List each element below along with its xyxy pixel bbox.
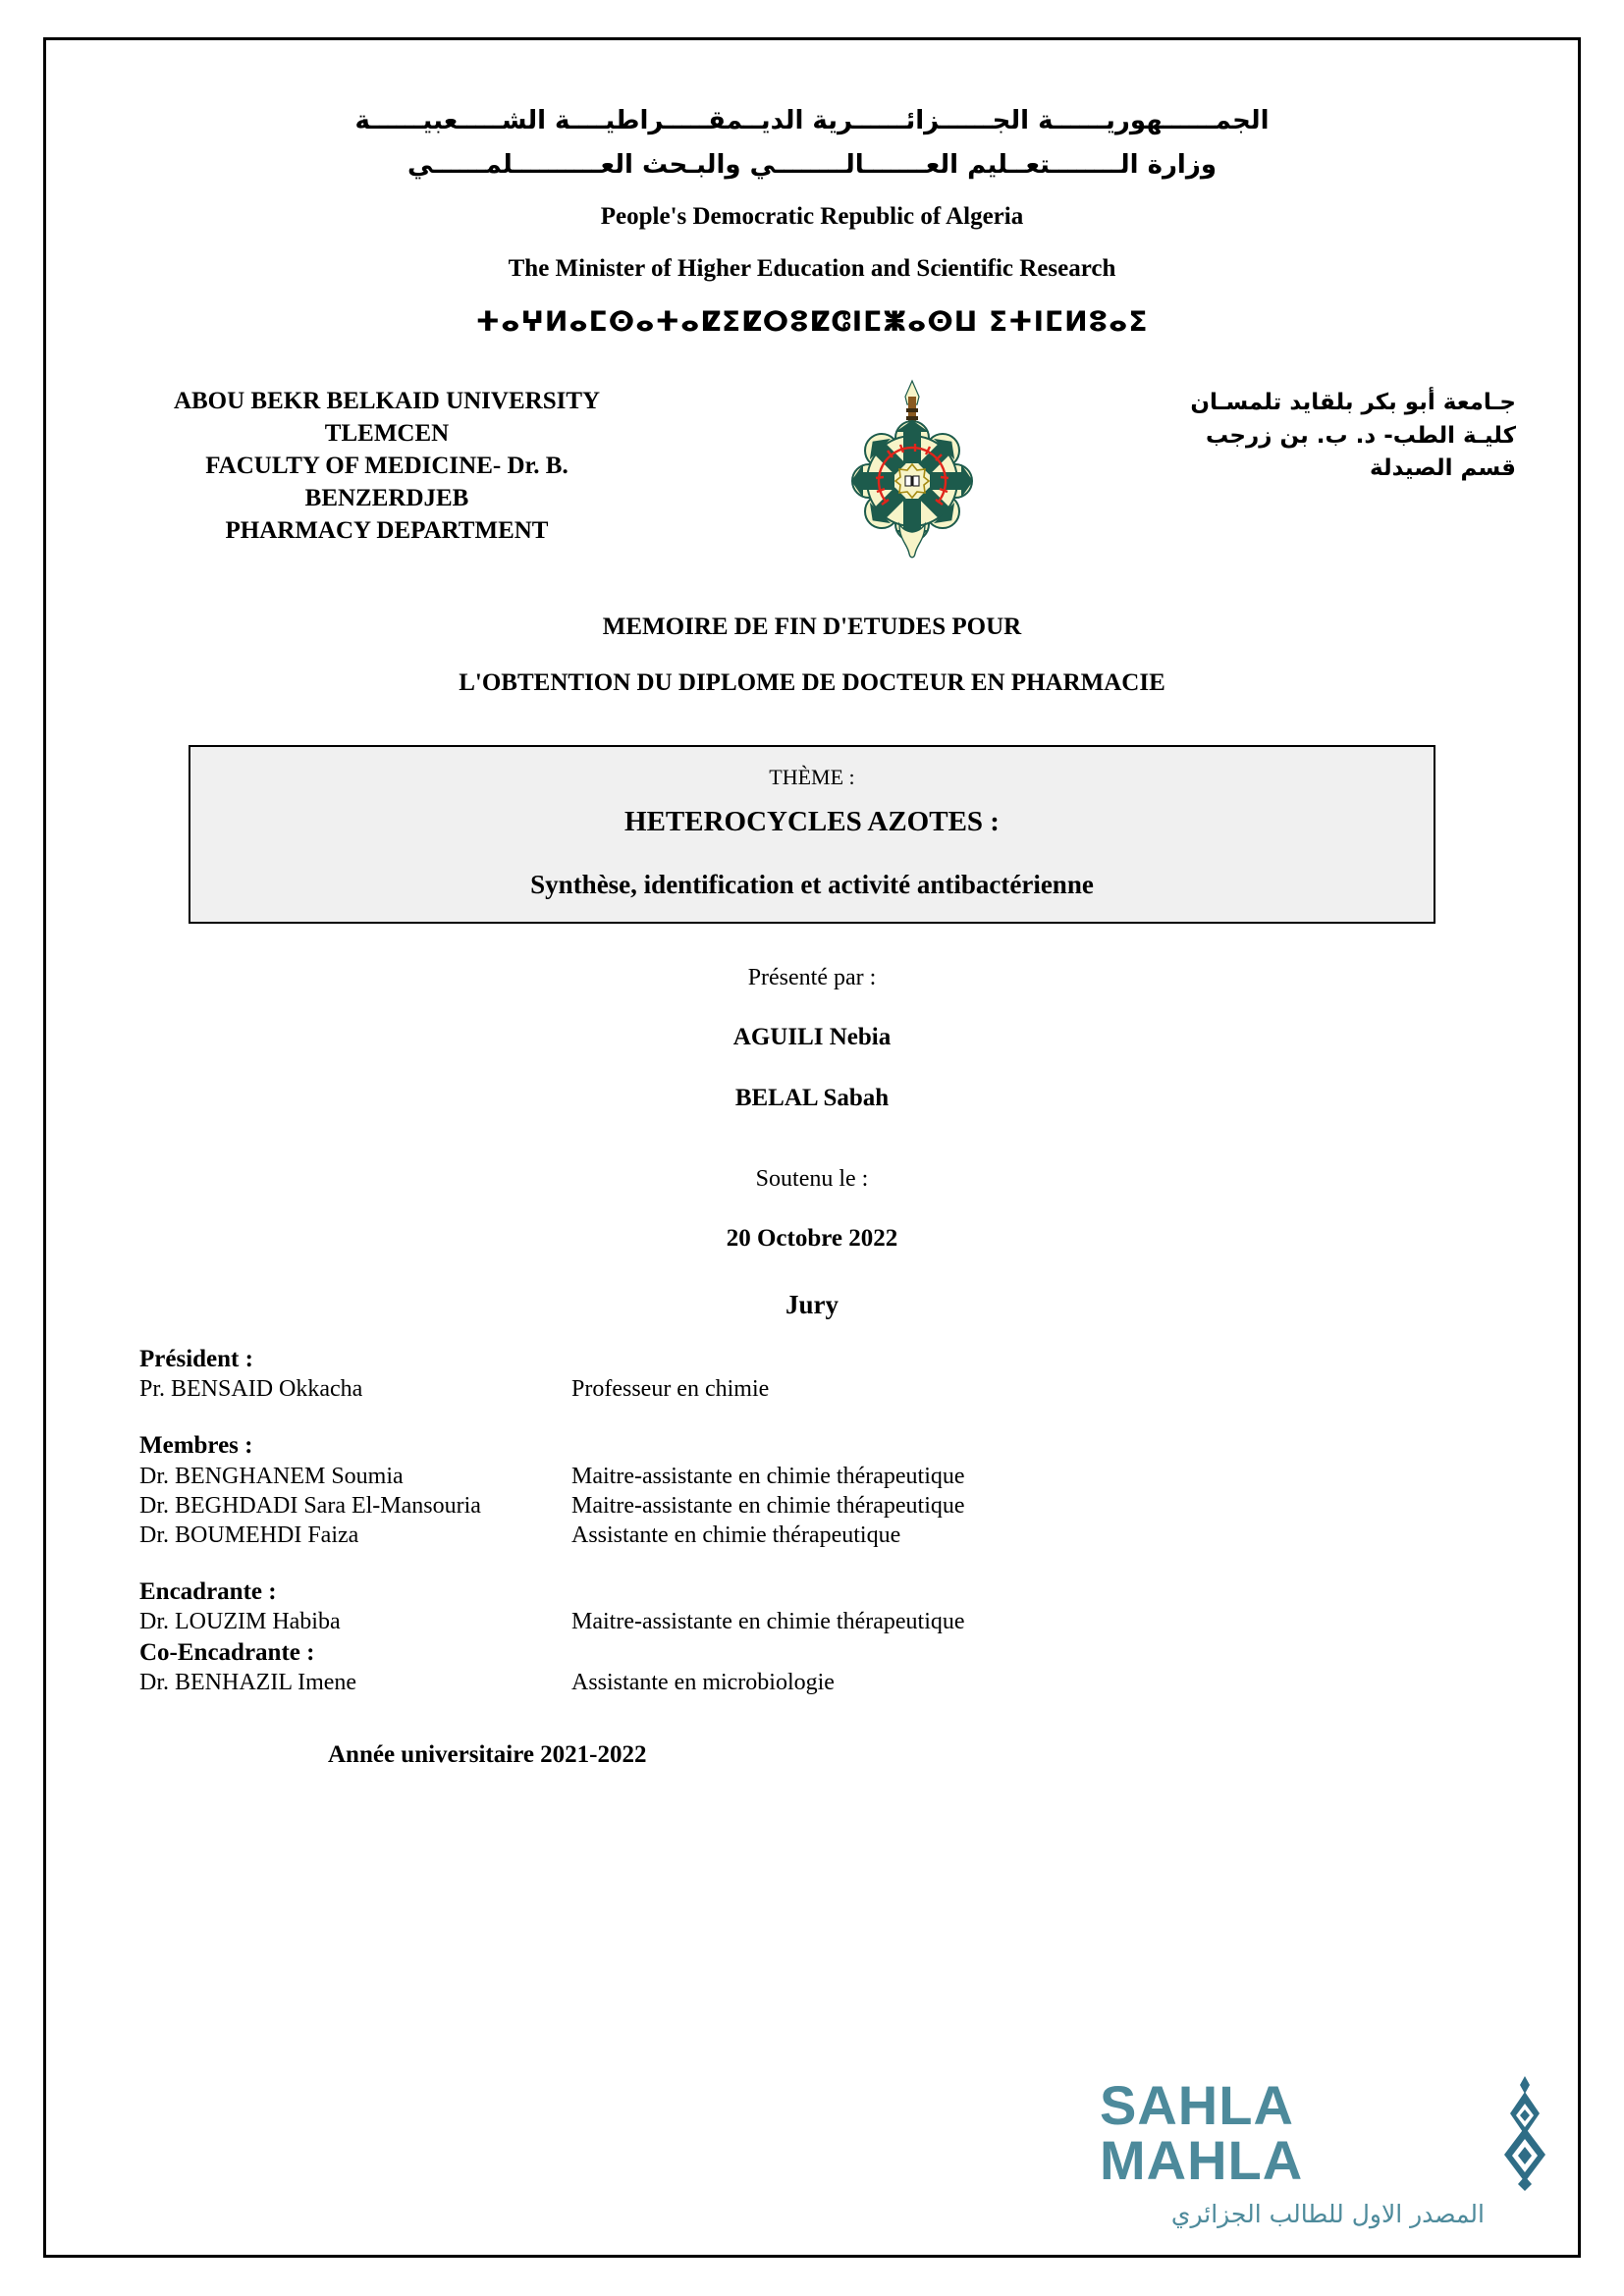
jury-member-role: Assistante en microbiologie: [571, 1669, 835, 1695]
institution-line-2: TLEMCEN: [324, 420, 450, 448]
header-arabic-line-1: الجمــــــهوريــــــة الجــــــزائــــــرية الديــمقـــــراطيــــة الشـــــعبيــــــة: [354, 106, 1270, 135]
jury-group-spacer: [139, 1404, 1542, 1430]
institution-left-names: [92, 385, 681, 547]
jury-group-spacer: [139, 1550, 1542, 1576]
jury-group-president: [139, 1344, 1542, 1404]
header-english-line-1: People's Democratic Republic of Algeria: [600, 203, 1024, 231]
page-content: [43, 37, 1581, 2258]
academic-year: Année universitaire 2021-2022: [328, 1741, 647, 1769]
jury-row: [139, 1491, 1542, 1521]
jury-member-role: Professeur en chimie: [571, 1376, 770, 1403]
watermark-row: [1100, 2074, 1561, 2192]
theme-subtitle: Synthèse, identification et activité antibactérienne: [530, 869, 1094, 899]
watermark-logo: [1100, 2074, 1561, 2228]
jury-member-role: Maitre-assistante en chimie thérapeutique: [571, 1463, 965, 1489]
watermark-brand-text: SAHLA MAHLA: [1100, 2074, 1304, 2191]
institution-line-1: ABOU BEKR BELKAID UNIVERSITY: [173, 388, 601, 415]
jury-list: [43, 1344, 1581, 1697]
theme-label: THÈME :: [769, 765, 855, 790]
header-arabic-line-2: وزارة الــــــــتعــليم العـــــــالــــــــي والبـحث العــــــــــلمــــــي: [407, 150, 1217, 181]
jury-member-role: Maitre-assistante en chimie thérapeutique: [571, 1492, 965, 1519]
jury-member-name: Pr. BENSAID Okkacha: [139, 1376, 363, 1403]
author-name-1: AGUILI Nebia: [732, 1023, 892, 1050]
jury-group-heading: Membres :: [139, 1432, 253, 1460]
watermark-diamond-icon: [1489, 2074, 1561, 2192]
document-header: [43, 104, 1581, 338]
institution-arabic-line-2: كليـة الطب- د. ب. بن زرجب: [1206, 422, 1516, 449]
jury-group-heading: Encadrante :: [139, 1578, 277, 1606]
institution-arabic-line-1: جـامعة أبو بكر بلقايد تلمسـان: [1190, 390, 1516, 416]
jury-row: [139, 1521, 1542, 1550]
jury-row: [139, 1607, 1542, 1636]
jury-member-name: Dr. LOUZIM Habiba: [139, 1609, 341, 1635]
institution-line-5: PHARMACY DEPARTMENT: [225, 517, 549, 545]
defense-date: 20 Octobre 2022: [726, 1224, 898, 1252]
header-tifinagh-line: ⵜⴰⵖⵍⴰⵎⵙⴰⵜⴰⵇⵉⵇⵔⵓⵇⵛⵏⵎⵥⴰⵙⵡ ⵉⵜⵏⵎⵍⵓⴰⵉ: [475, 305, 1149, 339]
theme-box: [189, 745, 1435, 924]
theme-title: HETEROCYCLES AZOTES :: [624, 805, 1000, 837]
institution-arabic-line-3: قسم الصيدلة: [1370, 454, 1516, 481]
institution-block: [43, 375, 1581, 571]
jury-member-name: Dr. BENGHANEM Soumia: [139, 1463, 404, 1489]
jury-member-name: Dr. BEGHDADI Sara El-Mansouria: [139, 1492, 481, 1519]
jury-member-role: Assistante en chimie thérapeutique: [571, 1522, 901, 1548]
jury-group-membres: [139, 1430, 1542, 1550]
jury-title: Jury: [785, 1289, 839, 1319]
jury-group-co-encadrante: [139, 1637, 1542, 1697]
jury-member-role: Maitre-assistante en chimie thérapeutique: [571, 1609, 965, 1635]
jury-member-name: Dr. BOUMEHDI Faiza: [139, 1522, 359, 1548]
institution-right-arabic: [1005, 387, 1516, 485]
jury-row: [139, 1374, 1542, 1404]
jury-group-heading: Président :: [139, 1345, 253, 1372]
presentation-block: [43, 965, 1581, 1320]
watermark-subtitle: المصدر الاول للطالب الجزائري: [1170, 2200, 1485, 2228]
diploma-line-2: L'OBTENTION DU DIPLOME DE DOCTEUR EN PHARMACIE: [459, 669, 1165, 697]
jury-group-encadrante: [139, 1576, 1542, 1636]
header-english-line-2: The Minister of Higher Education and Scientific Research: [508, 255, 1116, 283]
presented-by-label: Présenté par :: [747, 964, 877, 990]
university-emblem-icon: [848, 375, 976, 561]
defense-label: Soutenu le :: [755, 1165, 869, 1192]
jury-row: [139, 1462, 1542, 1491]
institution-line-4: BENZERDJEB: [304, 485, 469, 512]
institution-line-3: FACULTY OF MEDICINE- Dr. B.: [205, 453, 568, 480]
jury-member-name: Dr. BENHAZIL Imene: [139, 1669, 357, 1695]
author-name-2: BELAL Sabah: [734, 1084, 890, 1111]
diploma-line-1: MEMOIRE DE FIN D'ETUDES POUR: [602, 614, 1022, 641]
jury-group-heading: Co-Encadrante :: [139, 1638, 315, 1666]
jury-row: [139, 1668, 1542, 1697]
